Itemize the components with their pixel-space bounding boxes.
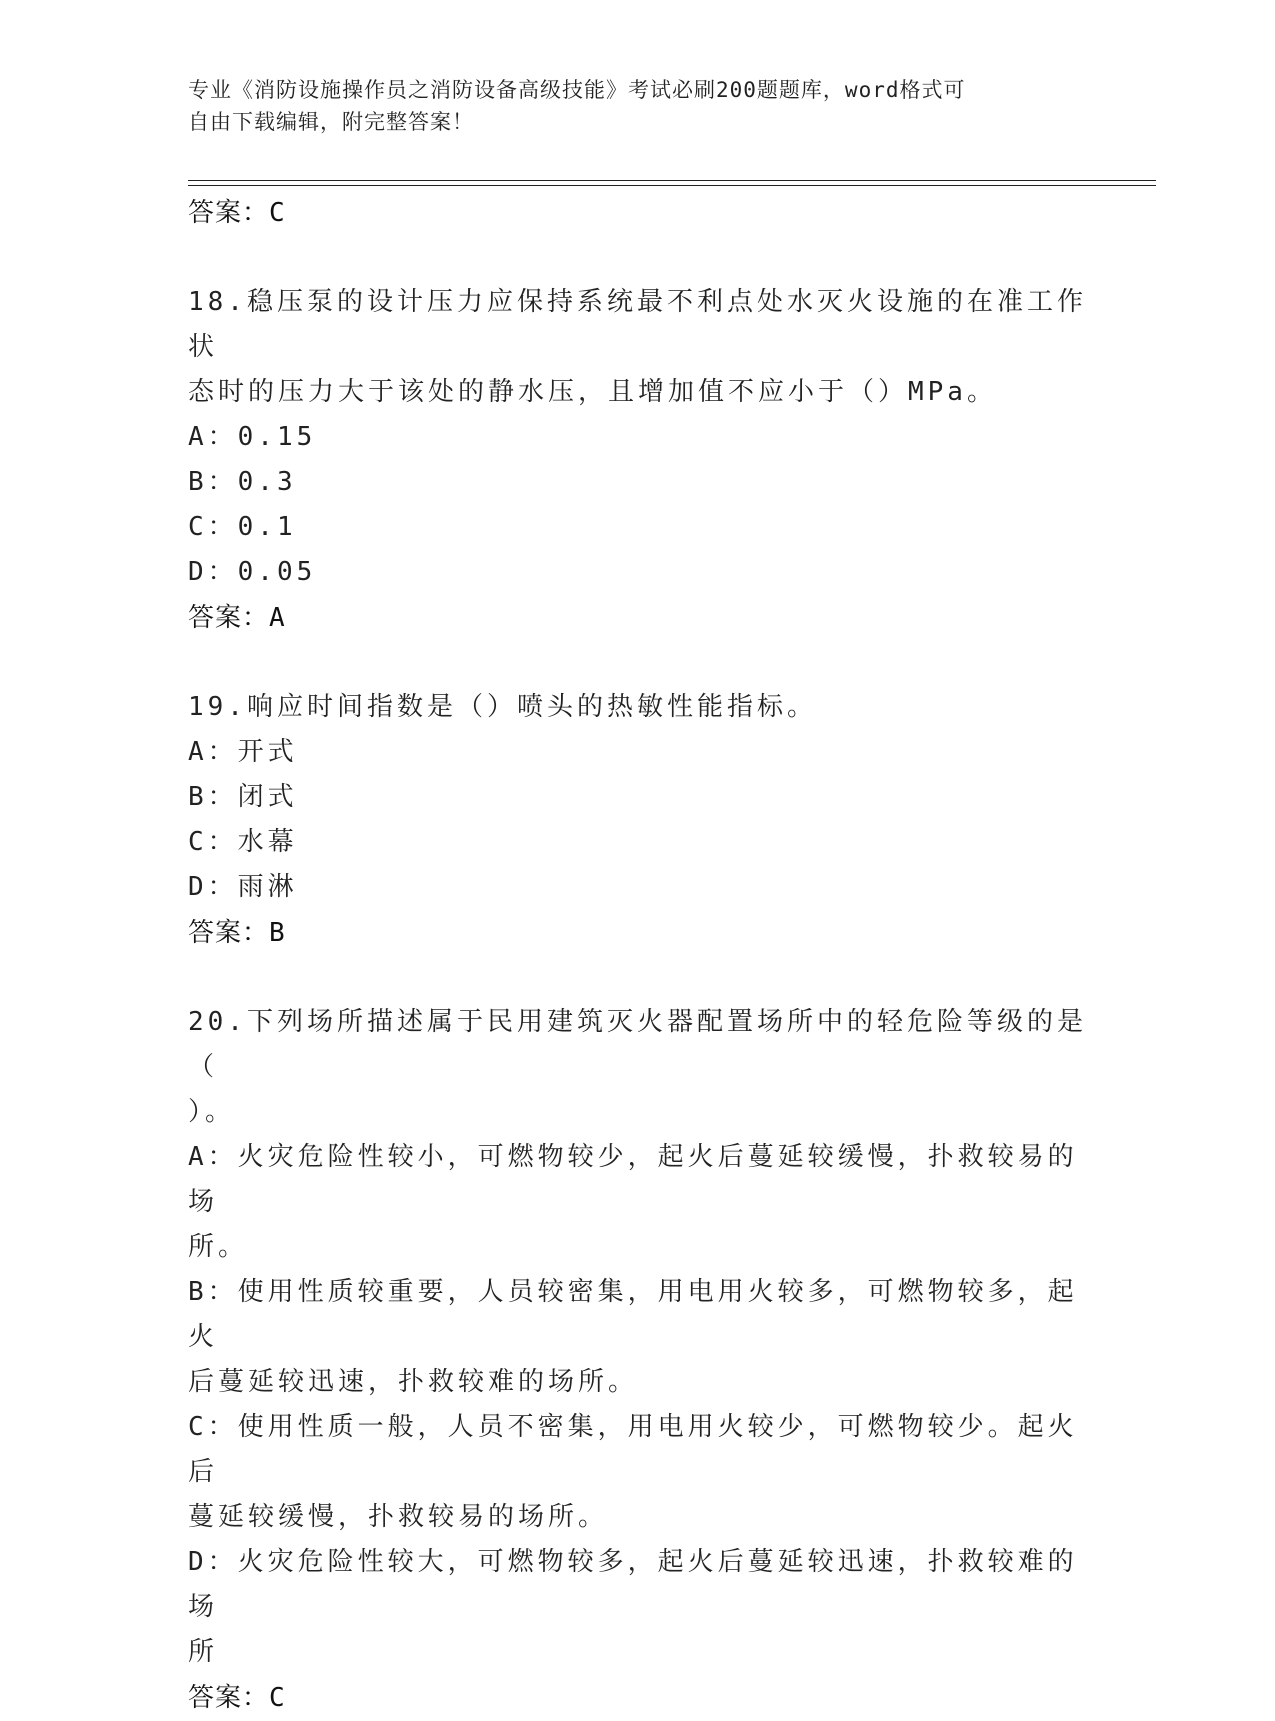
header-divider-bottom bbox=[188, 185, 1156, 186]
option-line: 所 bbox=[188, 1637, 219, 1667]
question-stem-line: 态时的压力大于该处的静水压，且增加值不应小于（）MPa。 bbox=[188, 377, 997, 407]
question-19 bbox=[188, 685, 1088, 956]
question-stem bbox=[188, 1000, 1088, 1135]
option-c: C：0.1 bbox=[188, 512, 297, 542]
option-line: B：使用性质较重要，人员较密集，用电用火较多，可燃物较多，起火 bbox=[188, 1277, 1078, 1352]
answer-label: 答案： bbox=[188, 198, 270, 228]
option-line: 后蔓延较迅速，扑救较难的场所。 bbox=[188, 1367, 639, 1397]
option-a: A：开式 bbox=[188, 737, 298, 767]
answer-value: A bbox=[269, 603, 286, 633]
option-d bbox=[188, 1540, 1088, 1675]
option-a bbox=[188, 1135, 1088, 1270]
question-stem-line: 18.稳压泵的设计压力应保持系统最不利点处水灭火设施的在准工作状 bbox=[188, 287, 1087, 362]
spacer bbox=[188, 236, 1088, 280]
question-answer bbox=[188, 595, 1088, 641]
spacer bbox=[188, 641, 1088, 685]
question-20 bbox=[188, 1000, 1088, 1721]
option-a: A：0.15 bbox=[188, 422, 317, 452]
answer-label: 答案： bbox=[188, 1683, 270, 1713]
option-c: C：水幕 bbox=[188, 827, 298, 857]
document-body bbox=[188, 190, 1088, 1721]
question-stem-line: ）。 bbox=[188, 1097, 236, 1127]
answer-value: C bbox=[269, 198, 286, 228]
answer-value: B bbox=[269, 918, 286, 948]
question-stem bbox=[188, 685, 1088, 730]
option-c bbox=[188, 1405, 1088, 1540]
option-d: D：0.05 bbox=[188, 557, 317, 587]
option-line: D：火灾危险性较大，可燃物较多，起火后蔓延较迅速，扑救较难的场 bbox=[188, 1547, 1078, 1622]
question-stem-line: 19.响应时间指数是（）喷头的热敏性能指标。 bbox=[188, 692, 817, 722]
answer-value: C bbox=[269, 1683, 286, 1713]
question-stem bbox=[188, 280, 1088, 415]
option-line: 所。 bbox=[188, 1232, 249, 1262]
option-line: 蔓延较缓慢，扑救较易的场所。 bbox=[188, 1502, 609, 1532]
answer-label: 答案： bbox=[188, 603, 270, 633]
answer-label: 答案： bbox=[188, 918, 270, 948]
question-answer bbox=[188, 910, 1088, 956]
option-b bbox=[188, 1270, 1088, 1405]
question-stem-line: 20.下列场所描述属于民用建筑灭火器配置场所中的轻危险等级的是（ bbox=[188, 1007, 1087, 1082]
previous-answer bbox=[188, 190, 1088, 236]
spacer bbox=[188, 956, 1088, 1000]
option-line: C：使用性质一般，人员不密集，用电用火较少，可燃物较少。起火后 bbox=[188, 1412, 1078, 1487]
option-b: B：0.3 bbox=[188, 467, 297, 497]
question-18 bbox=[188, 280, 1088, 641]
option-b: B：闭式 bbox=[188, 782, 298, 812]
option-d: D：雨淋 bbox=[188, 872, 298, 902]
header-line-2: 自由下载编辑，附完整答案！ bbox=[188, 110, 474, 134]
header-divider-top bbox=[188, 180, 1156, 181]
question-answer bbox=[188, 1675, 1088, 1721]
header-line-1: 专业《消防设施操作员之消防设备高级技能》考试必刷200题题库，word格式可 bbox=[188, 78, 966, 102]
document-header bbox=[188, 74, 1068, 138]
option-line: A：火灾危险性较小，可燃物较少，起火后蔓延较缓慢，扑救较易的场 bbox=[188, 1142, 1078, 1217]
